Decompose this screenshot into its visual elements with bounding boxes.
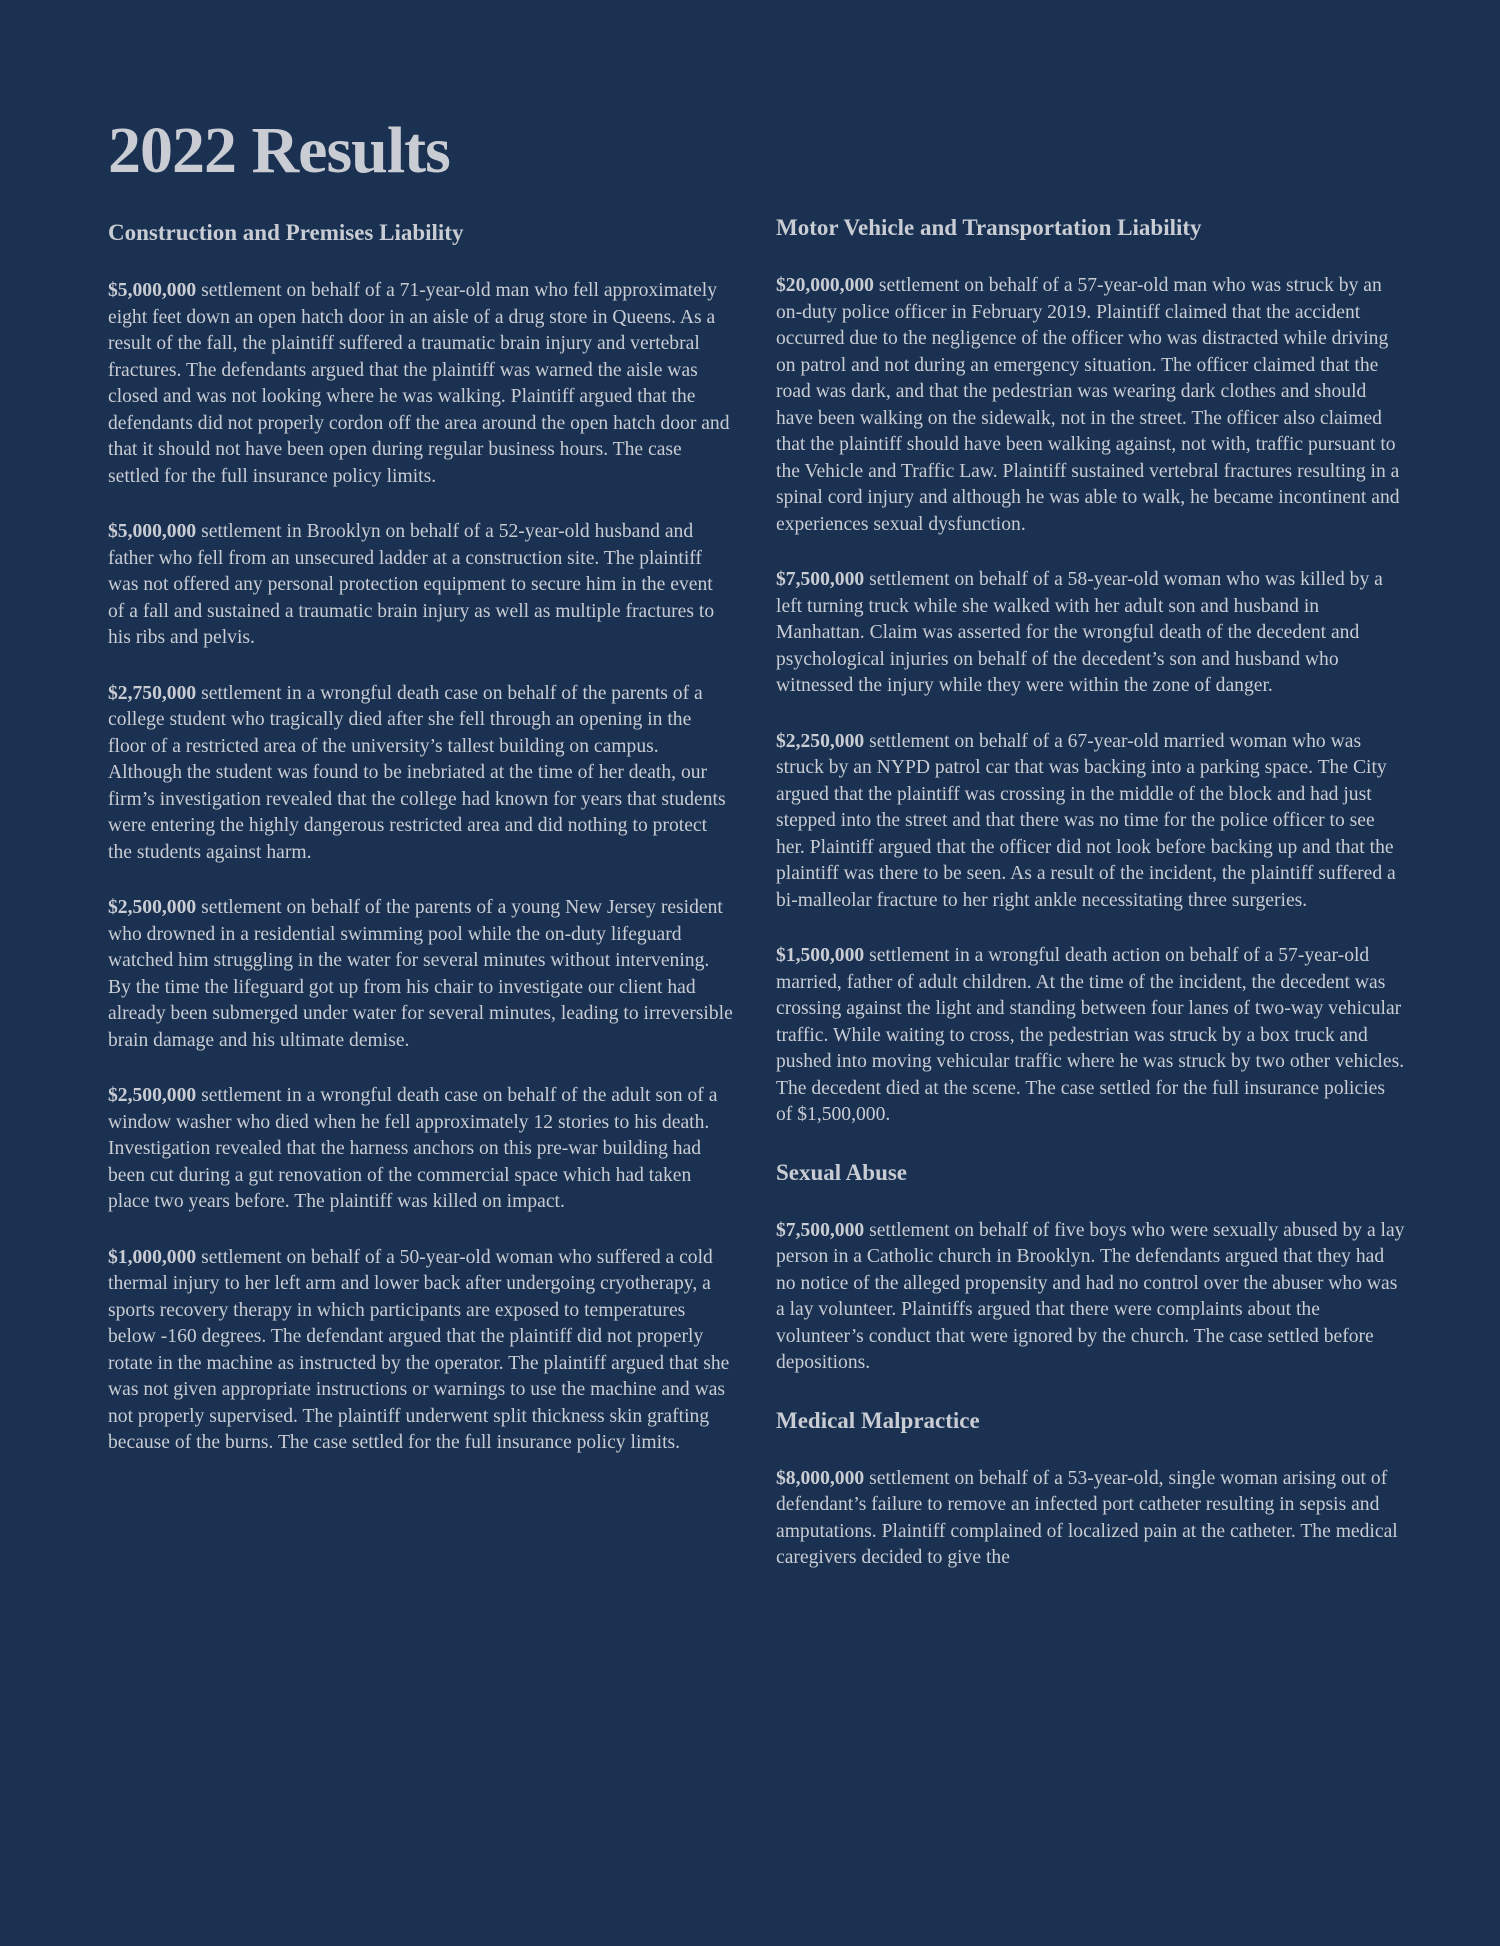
- entry-text: settlement on behalf of a 58-year-old woman who was killed by a left turning truck while she walked with her adult son and husband in Manhattan. Claim was asserted for the wrongful death of the decedent and psychological injuries on behalf of the decedent’s son and husband who witnessed the injury while they were within the zone of danger.: [776, 569, 1383, 696]
- entry-text: settlement on behalf of a 67-year-old married woman who was struck by an NYPD patrol car that was backing into a parking space. The City argued that the plaintiff was crossing in the middle of the block and had just stepped into the street and that there was no time for the police officer to see her. Plaintiff argued that the officer did not look before backing up and that the plaintiff was there to be seen. As a result of the incident, the plaintiff suffered a bi-malleolar fracture to her right ankle necessitating three surgeries.: [776, 730, 1396, 911]
- right-column: [776, 213, 1406, 1601]
- result-entry: [108, 895, 733, 1054]
- entry-text: settlement in a wrongful death case on behalf of the adult son of a window washer who died when he fell approximately 12 stories to his death. Investigation revealed that the harness anchors on this pre-war building had been cut during a gut renovation of the commercial space which had taken place two years before. The plaintiff was killed on impact.: [108, 1085, 718, 1212]
- entry-text: settlement on behalf of five boys who were sexually abused by a lay person in a Catholic church in Brooklyn. The defendants argued that they had no notice of the alleged propensity and had no control over the abuser who was a lay volunteer. Plaintiffs argued that there were complaints about the volunteer’s conduct that were ignored by the church. The case settled before depositions.: [776, 1219, 1405, 1373]
- settlement-amount: $7,500,000: [776, 1219, 865, 1241]
- section-heading-motor-vehicle: Motor Vehicle and Transportation Liability: [776, 215, 1202, 240]
- settlement-amount: $2,250,000: [776, 730, 865, 752]
- settlement-amount: $8,000,000: [776, 1467, 865, 1489]
- result-entry: [108, 1083, 733, 1216]
- entry-text: settlement in a wrongful death case on behalf of the parents of a college student who tragically died after she fell through an opening in the floor of a restricted area of the university’s tallest building on campus. Although the student was found to be inebriated at the time of her death, our firm’s investigation revealed that the college had known for years that students were entering the highly dangerous restricted area and did nothing to protect the students against harm.: [108, 682, 726, 863]
- entry-text: settlement on behalf of the parents of a young New Jersey resident who drowned in a residential swimming pool while the on-duty lifeguard watched him struggling in the water for several minutes without intervening. By the time the lifeguard got up from his chair to investigate our client had already been submerged under water for several minutes, leading to irreversible brain damage and his ultimate demise.: [108, 897, 733, 1051]
- entry-text: settlement on behalf of a 57-year-old man who was struck by an on-duty police officer in February 2019. Plaintiff claimed that the accident occurred due to the negligence of the officer who was distracted while driving on patrol and not during an emergency situation. The officer claimed that the road was dark, and that the pedestrian was wearing dark clothes and should have been walking on the sidewalk, not in the street. The officer also claimed that the plaintiff should have been walking against, not with, traffic pursuant to the Vehicle and Traffic Law. Plaintiff sustained vertebral fractures resulting in a spinal cord injury and although he was able to walk, he became incontinent and experiences sexual dysfunction.: [776, 275, 1400, 535]
- section-heading-construction: Construction and Premises Liability: [108, 220, 464, 245]
- settlement-amount: $2,500,000: [108, 1085, 197, 1106]
- entry-text: settlement on behalf of a 50-year-old woman who suffered a cold thermal injury to her left arm and lower back after undergoing cryotherapy, a sports recovery therapy in which participants are exposed to temperatures below -160 degrees. The defendant argued that the plaintiff did not properly rotate in the machine as instructed by the operator. The plaintiff argued that she was not given appropriate instructions or warnings to use the machine and was not properly supervised. The plaintiff underwent split thickness skin grafting because of the burns. The case settled for the full insurance policy limits.: [108, 1246, 730, 1453]
- settlement-amount: $1,500,000: [776, 945, 865, 966]
- result-entry: [108, 519, 733, 652]
- settlement-amount: $2,500,000: [108, 897, 197, 918]
- result-entry: [776, 273, 1406, 538]
- result-entry: [776, 943, 1406, 1129]
- section-heading-medical-malpractice: Medical Malpractice: [776, 1407, 980, 1433]
- page-title: 2022 Results: [108, 114, 450, 187]
- entry-text: settlement on behalf of a 71-year-old man who fell approximately eight feet down an open hatch door in an aisle of a drug store in Queens. As a result of the fall, the plaintiff suffered a traumatic brain injury and vertebral fractures. The defendants argued that the plaintiff was warned the aisle was closed and was not looking where he was walking. Plaintiff argued that the defendants did not properly cordon off the area around the open hatch door and that it should not have been open during regular business hours. The case settled for the full insurance policy limits.: [108, 280, 730, 487]
- result-entry: [776, 729, 1406, 915]
- settlement-amount: $5,000,000: [108, 521, 197, 542]
- entry-text: settlement on behalf of a 53-year-old, single woman arising out of defendant’s failure to remove an infected port catheter resulting in sepsis and amputations. Plaintiff complained of localized pain at the catheter. The medical caregivers decided to give the: [776, 1467, 1398, 1568]
- section-heading-sexual-abuse: Sexual Abuse: [776, 1159, 908, 1185]
- result-entry: [108, 1245, 733, 1457]
- settlement-amount: $2,750,000: [108, 682, 197, 704]
- result-entry: [108, 681, 733, 867]
- settlement-amount: $1,000,000: [108, 1246, 197, 1268]
- result-entry: [108, 278, 733, 490]
- settlement-amount: $5,000,000: [108, 280, 197, 301]
- entry-text: settlement in Brooklyn on behalf of a 52-year-old husband and father who fell from an unsecured ladder at a construction site. The plaintiff was not offered any personal protection equipment to secure him in the event of a fall and sustained a traumatic brain injury as well as multiple fractures to his ribs and pelvis.: [108, 521, 715, 648]
- settlement-amount: $7,500,000: [776, 569, 865, 590]
- result-entry: [776, 567, 1406, 700]
- left-column: [108, 218, 733, 1486]
- settlement-amount: $20,000,000: [776, 275, 874, 296]
- entry-text: settlement in a wrongful death action on behalf of a 57-year-old married, father of adult children. At the time of the incident, the decedent was crossing against the light and standing between four lanes of two-way vehicular traffic. While waiting to cross, the pedestrian was struck by a box truck and pushed into moving vehicular traffic where he was struck by two other vehicles. The decedent died at the scene. The case settled for the full insurance policies of $1,500,000.: [776, 945, 1405, 1125]
- result-entry: [776, 1466, 1406, 1572]
- result-entry: [776, 1218, 1406, 1377]
